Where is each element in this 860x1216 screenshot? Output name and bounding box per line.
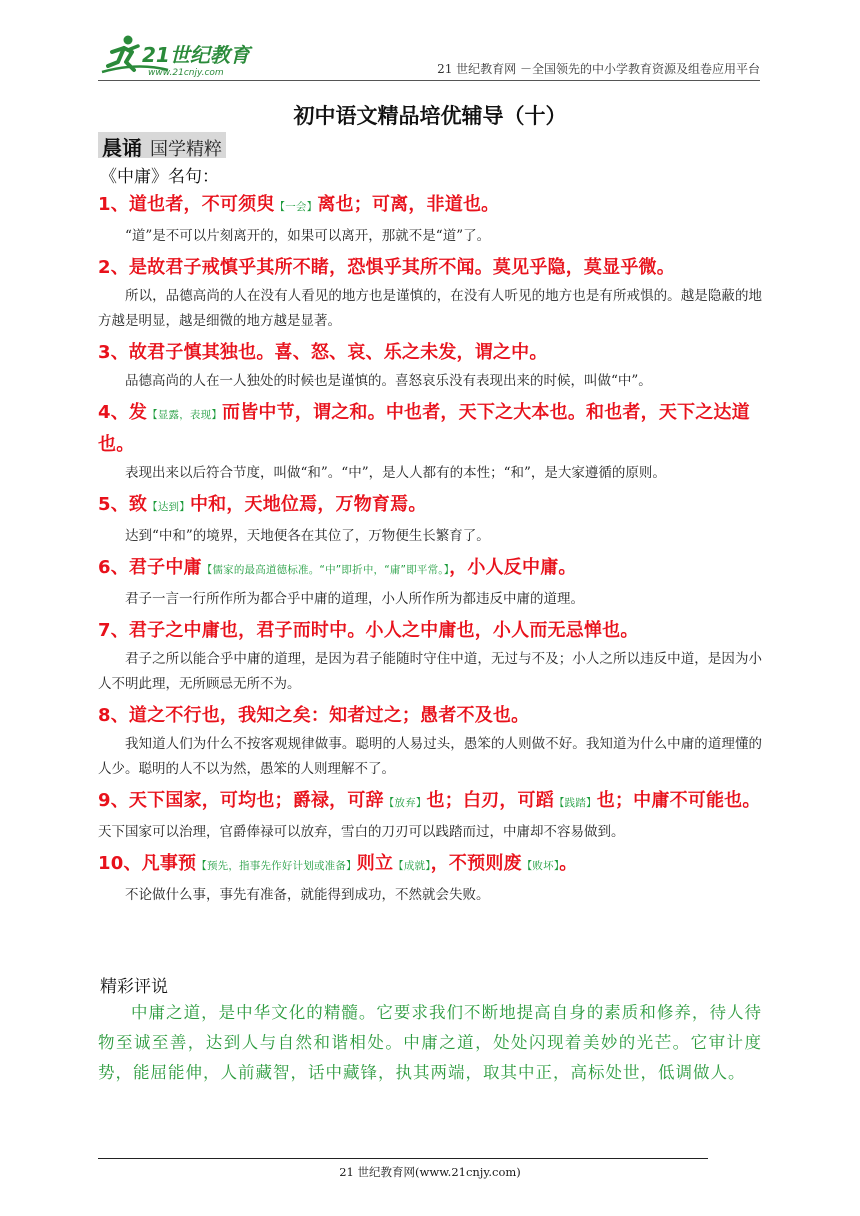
page-footer: 21 世纪教育网(www.21cnjy.com) bbox=[339, 1165, 521, 1179]
quote-segment: 3、故君子慎其独也。喜、怒、哀、乐之未发，谓之中。 bbox=[98, 342, 548, 363]
quote-item bbox=[98, 849, 762, 908]
svg-text:21世纪教育: 21世纪教育 bbox=[142, 43, 250, 67]
quote-segment: 8、道之不行也，我知之矣：知者过之；愚者不及也。 bbox=[98, 705, 530, 726]
quote-text bbox=[98, 553, 762, 585]
quote-text bbox=[98, 616, 762, 645]
header-rule bbox=[98, 80, 760, 81]
quote-segment: 9、天下国家，可均也；爵禄，可辞 bbox=[98, 790, 384, 811]
svg-text:www.21cnjy.com: www.21cnjy.com bbox=[148, 68, 224, 78]
quote-segment: 则立 bbox=[356, 853, 394, 874]
quote-segment: 离也；可离，非道也。 bbox=[317, 194, 500, 215]
quote-segment: 10、凡事预 bbox=[98, 853, 197, 874]
quote-item bbox=[98, 190, 762, 249]
quote-translation: 达到“中和”的境界，天地便各在其位了，万物便生长繁育了。 bbox=[125, 528, 490, 544]
section-heading-light: 国学精粹 bbox=[150, 139, 222, 160]
quotes-subheading: 《中庸》名句： bbox=[100, 167, 219, 187]
quote-segment: 而皆中节，谓之和。中也者，天下之大本也。和也者，天下之达道也。 bbox=[98, 402, 750, 455]
quote-segment: ，小人反中庸。 bbox=[449, 557, 577, 578]
gloss-note: 【预先，指事先作好计划或准备】 bbox=[196, 860, 357, 872]
quote-translation: 不论做什么事，事先有准备，就能得到成功，不然就会失败。 bbox=[125, 887, 490, 903]
section-heading bbox=[98, 132, 226, 158]
review-paragraph: 中庸之道，是中华文化的精髓。它要求我们不断地提高自身的素质和修养，待人待物至诚至善，达到人与自然和谐相处。中庸之道，处处闪现着美妙的光芒。它审计度势，能屈能伸，人前藏智，话中藏锋，执其两端，取其中正，高标处世，低调做人。 bbox=[98, 1003, 762, 1082]
quote-segment: 6、君子中庸 bbox=[98, 557, 202, 578]
quote-translation: 表现出来以后符合节度，叫做“和”。“中”，是人人都有的本性；“和”，是大家遵循的原则。 bbox=[125, 465, 666, 481]
quote-item bbox=[98, 786, 762, 845]
quote-item bbox=[98, 553, 762, 612]
section-heading-bold: 晨诵 bbox=[102, 136, 142, 160]
quote-translation: 君子一言一行所作所为都合乎中庸的道理，小人所作所为都违反中庸的道理。 bbox=[125, 591, 584, 607]
quote-item bbox=[98, 253, 762, 334]
gloss-note: 【一会】 bbox=[274, 201, 318, 213]
page-header bbox=[98, 28, 760, 82]
quote-text bbox=[98, 849, 762, 881]
quote-item bbox=[98, 338, 762, 394]
quote-segment: 中和，天地位焉，万物育焉。 bbox=[189, 494, 427, 515]
quote-translation: 君子之所以能合乎中庸的道理，是因为君子能随时守住中道，无过与不及；小人之所以违反中道，是因为小人不明此理，无所顾忌无所不为。 bbox=[98, 651, 762, 692]
quote-segment: 也；白刃，可蹈 bbox=[426, 790, 554, 811]
gloss-note: 【放弃】 bbox=[383, 797, 427, 809]
gloss-note: 【败坏】 bbox=[521, 860, 560, 872]
gloss-note: 【显露，表现】 bbox=[147, 409, 223, 421]
site-logo bbox=[98, 32, 258, 78]
quote-segment: 也；中庸不可能也。 bbox=[596, 790, 761, 811]
quote-text bbox=[98, 338, 762, 367]
review-heading: 精彩评说 bbox=[100, 977, 168, 997]
quote-translation: 所以，品德高尚的人在没有人看见的地方也是谨慎的，在没有人听见的地方也是有所戒惧的。越是隐蔽的地方越是明显，越是细微的地方越是显著。 bbox=[98, 288, 762, 329]
header-tagline: 21 世纪教育网 －全国领先的中小学教育资源及组卷应用平台 bbox=[437, 62, 760, 76]
quote-segment: 。 bbox=[559, 853, 578, 874]
quote-text bbox=[98, 786, 762, 818]
quote-item bbox=[98, 490, 762, 549]
quote-item bbox=[98, 616, 762, 697]
footer-rule bbox=[98, 1158, 708, 1159]
quote-segment: 4、发 bbox=[98, 402, 148, 423]
quote-segment: 1、道也者，不可须臾 bbox=[98, 194, 275, 215]
quote-translation: 品德高尚的人在一人独处的时候也是谨慎的。喜怒哀乐没有表现出来的时候，叫做“中”。 bbox=[125, 373, 652, 389]
gloss-note: 【成就】 bbox=[393, 860, 431, 872]
quote-translation: “道”是不可以片刻离开的，如果可以离开，那就不是“道”了。 bbox=[125, 228, 491, 244]
quote-segment: 7、君子之中庸也，君子而时中。小人之中庸也，小人而无忌惮也。 bbox=[98, 620, 639, 641]
quote-translation: 天下国家可以治理，官爵俸禄可以放弃，雪白的刀刃可以践踏而过，中庸却不容易做到。 bbox=[98, 824, 625, 840]
quote-item bbox=[98, 398, 762, 486]
quote-segment: 2、是故君子戒慎乎其所不睹，恐惧乎其所不闻。莫见乎隐，莫显乎微。 bbox=[98, 257, 675, 278]
gloss-note: 【践踏】 bbox=[553, 797, 597, 809]
quote-text bbox=[98, 253, 762, 282]
document-title: 初中语文精品培优辅导（十） bbox=[293, 104, 567, 128]
quote-text bbox=[98, 190, 762, 222]
quote-segment: 5、致 bbox=[98, 494, 148, 515]
quote-segment: ，不预则废 bbox=[430, 853, 522, 874]
quote-text bbox=[98, 398, 762, 459]
quote-item bbox=[98, 701, 762, 782]
gloss-note: 【达到】 bbox=[147, 501, 190, 513]
quote-translation: 我知道人们为什么不按客观规律做事。聪明的人易过头，愚笨的人则做不好。我知道为什么中庸的道理懂的人少。聪明的人不以为然，愚笨的人则理解不了。 bbox=[98, 736, 762, 777]
gloss-note: 【儒家的最高道德标准。“中”即折中，“庸”即平常。】 bbox=[201, 564, 450, 576]
quote-list bbox=[98, 190, 762, 912]
quote-text bbox=[98, 701, 762, 730]
quote-text bbox=[98, 490, 762, 522]
